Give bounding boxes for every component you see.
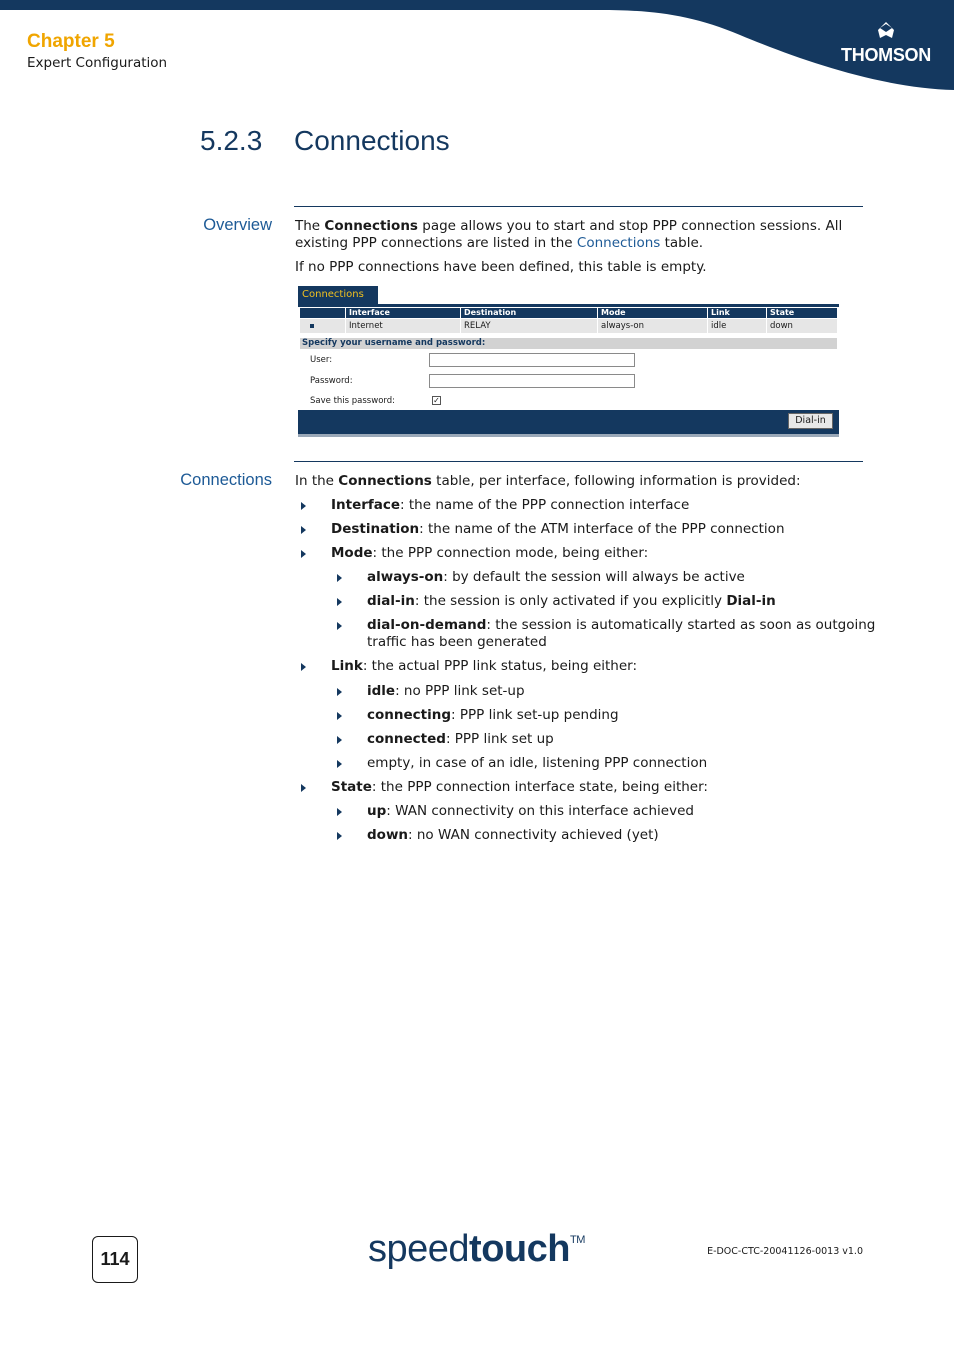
connections-screenshot: [298, 286, 839, 437]
table-header: [300, 308, 837, 318]
cell-destination: RELAY: [460, 319, 491, 333]
list-item: dial-in: the session is only activated if you explicitly Dial-in: [367, 593, 776, 610]
tab-bar: [298, 304, 839, 307]
connections-link[interactable]: Connections: [576, 235, 661, 251]
bold-term: Connections: [324, 218, 418, 234]
user-label: User:: [310, 355, 333, 365]
brand-name: THOMSON: [841, 45, 931, 65]
bullet-arrow-icon: [301, 663, 306, 671]
bullet-arrow-icon: [337, 760, 342, 768]
list-item: connecting: PPP link set-up pending: [367, 707, 619, 724]
bullet-arrow-icon: [337, 736, 342, 744]
cell-link: idle: [707, 319, 726, 333]
table-row[interactable]: [300, 319, 837, 333]
page-number: 114: [92, 1236, 138, 1283]
list-item: empty, in case of an idle, listening PPP connection: [367, 755, 707, 772]
cell-interface: Internet: [345, 319, 383, 333]
chapter-label: Chapter 5: [27, 31, 115, 52]
list-item: up: WAN connectivity on this interface achieved: [367, 803, 694, 820]
list-item: Interface: the name of the PPP connection interface: [331, 497, 689, 514]
section-title: [200, 125, 450, 157]
section-number: 5.2.3: [200, 125, 263, 156]
bullet-arrow-icon: [337, 622, 342, 630]
bullet-arrow-icon: [337, 808, 342, 816]
bullet-arrow-icon: [337, 574, 342, 582]
row-bullet-icon: [310, 324, 314, 328]
document-id: E-DOC-CTC-20041126-0013 v1.0: [707, 1246, 863, 1257]
list-item: dial-on-demand: the session is automatically started as soon as outgoing traffic has been generated: [367, 617, 875, 651]
column-state: State: [766, 308, 794, 318]
divider: [294, 461, 863, 462]
section-heading: Connections: [294, 125, 450, 156]
column-link: Link: [707, 308, 730, 318]
bullet-arrow-icon: [301, 502, 306, 510]
bullet-arrow-icon: [301, 526, 306, 534]
bullet-arrow-icon: [337, 832, 342, 840]
cell-mode: always-on: [597, 319, 644, 333]
connections-heading: Connections: [180, 471, 272, 489]
save-password-checkbox[interactable]: ✓: [433, 396, 440, 405]
list-item: connected: PPP link set up: [367, 731, 554, 748]
overview-heading: Overview: [203, 216, 272, 234]
list-item: always-on: by default the session will always be active: [367, 569, 745, 586]
list-item: idle: no PPP link set-up: [367, 683, 525, 700]
bullet-arrow-icon: [301, 550, 306, 558]
column-mode: Mode: [597, 308, 626, 318]
bullet-arrow-icon: [337, 598, 342, 606]
column-destination: Destination: [460, 308, 516, 318]
list-item: Mode: the PPP connection mode, being either:: [331, 545, 648, 562]
connections-tab[interactable]: Connections: [298, 286, 378, 304]
password-input[interactable]: [429, 374, 635, 388]
overview-paragraph-2: If no PPP connections have been defined, this table is empty.: [295, 259, 707, 275]
bullet-arrow-icon: [301, 784, 306, 792]
divider: [294, 206, 863, 207]
column-interface: Interface: [345, 308, 390, 318]
bullet-arrow-icon: [337, 688, 342, 696]
list-item: State: the PPP connection interface state, being either:: [331, 779, 708, 796]
action-bar: [298, 410, 839, 437]
connections-intro: In the Connections table, per interface, following information is provided:: [295, 473, 801, 489]
header-band: [0, 0, 954, 92]
list-item: Destination: the name of the ATM interface of the PPP connection: [331, 521, 785, 538]
password-label: Password:: [310, 376, 353, 386]
list-item: down: no WAN connectivity achieved (yet): [367, 827, 659, 844]
dial-in-button[interactable]: Dial-in: [788, 413, 833, 429]
bold-term: Connections: [338, 473, 432, 489]
save-password-label: Save this password:: [310, 396, 395, 406]
overview-paragraph-1: The Connections page allows you to start and stop PPP connection sessions. All existing PPP connections are listed in the Connections table.: [295, 218, 843, 251]
bullet-arrow-icon: [337, 712, 342, 720]
credentials-title: Specify your username and password:: [300, 338, 837, 349]
speedtouch-logo: speedtouch™: [368, 1228, 585, 1270]
list-item: Link: the actual PPP link status, being either:: [331, 658, 637, 675]
chapter-subtitle: Expert Configuration: [27, 55, 168, 71]
cell-state: down: [766, 319, 793, 333]
user-input[interactable]: [429, 353, 635, 367]
